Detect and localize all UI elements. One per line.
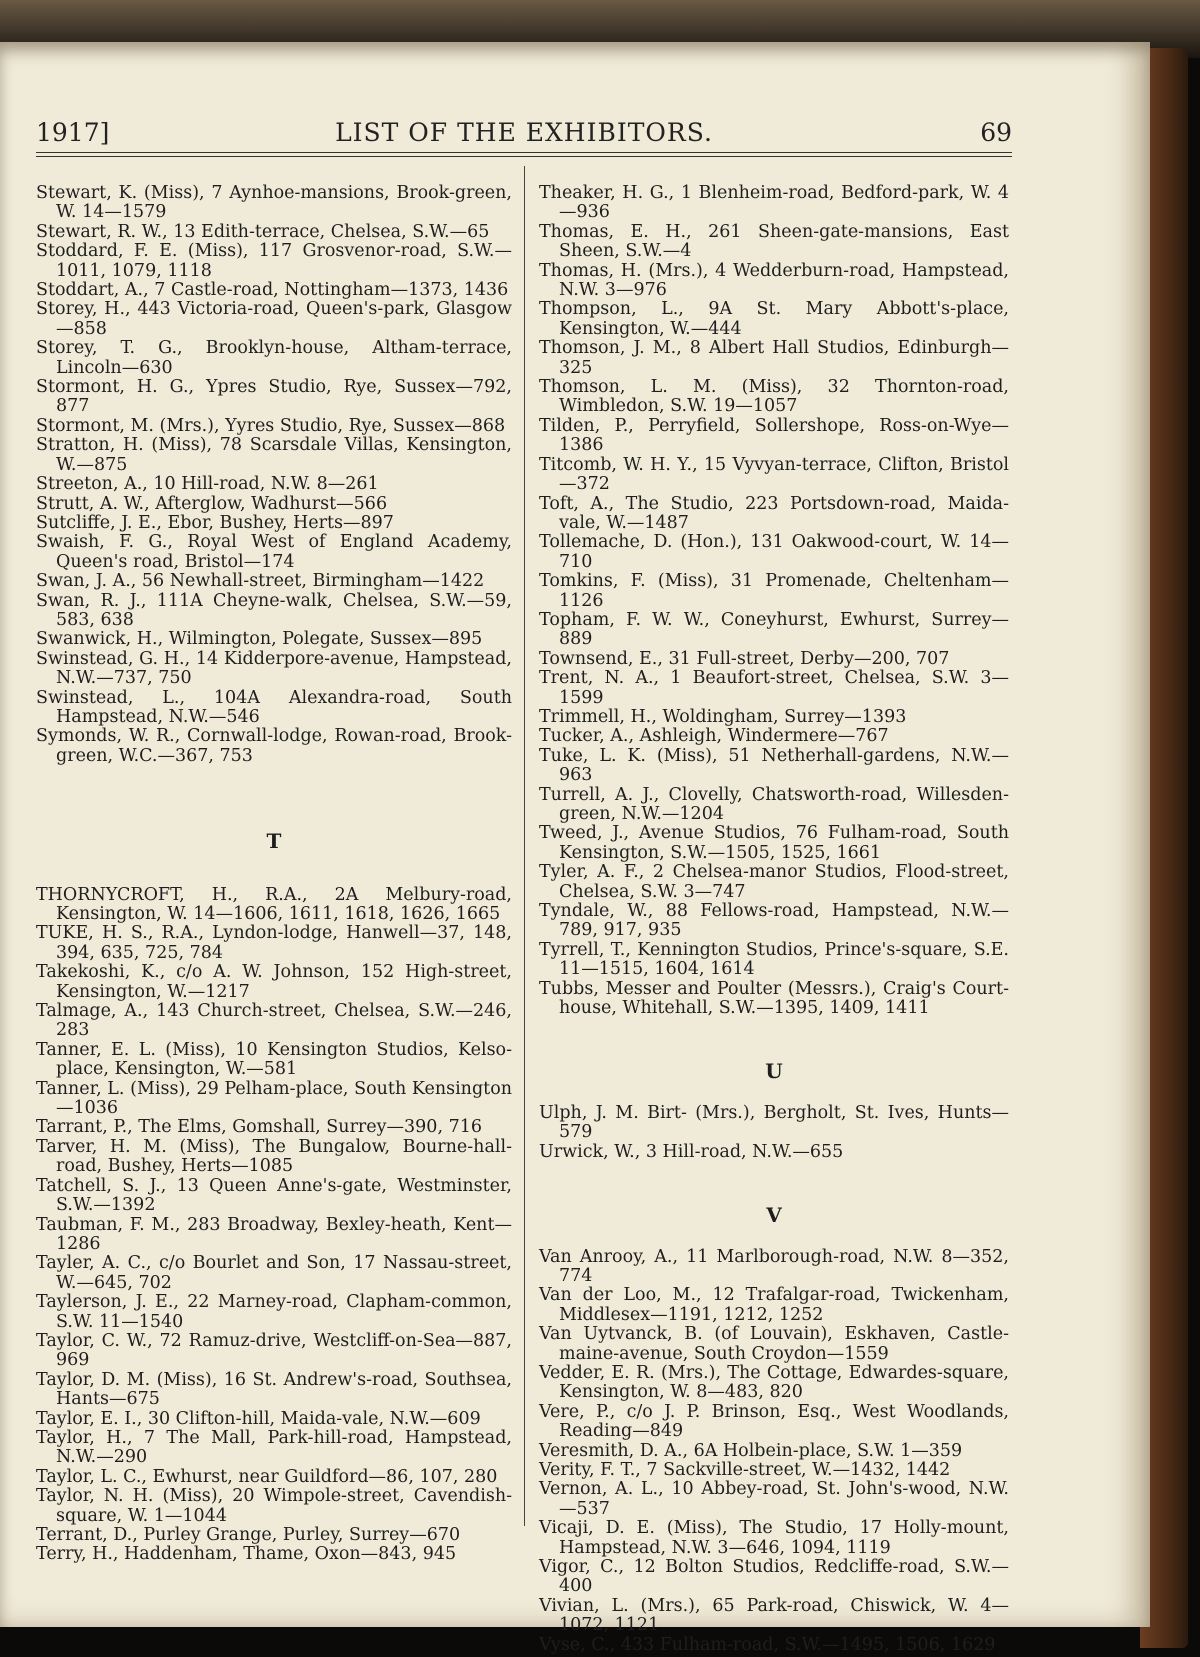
exhibitor-entry: Strutt, A. W., Afterglow, Wadhurst—566 [36,493,388,514]
exhibitor-entry: Tanner, L. (Miss), 29 Pelham-place, South Kensington—1036 [36,1078,512,1119]
exhibitor-entry: Takekoshi, K., c/o A. W. Johnson, 152 High-street, Kensington, W.—1217 [36,962,512,1002]
exhibitor-entry: Stoddard, F. E. (Miss), 117 Grosvenor-road, S.W.—1011, 1079, 1118 [36,241,512,281]
exhibitor-entry: Stewart, R. W., 13 Edith-terrace, Chelsea, S.W.—65 [36,221,490,242]
exhibitor-entry: Stewart, K. (Miss), 7 Aynhoe-mansions, Brook-green, W. 14—1579 [36,183,512,223]
v-entries [539,1248,1009,1656]
exhibitor-entry: Tarrant, P., The Elms, Gomshall, Surrey—390, 716 [36,1117,482,1138]
exhibitor-entry: Terry, H., Haddenham, Thame, Oxon—843, 945 [36,1544,457,1565]
s-entries [36,184,512,766]
left-column [36,184,512,1565]
exhibitor-entry: Tyler, A. F., 2 Chelsea-manor Studios, Flood-street, Chelsea, S.W. 3—747 [539,862,1009,902]
exhibitor-entry: Swaish, F. G., Royal West of England Academy, Queen's road, Bristol—174 [36,532,512,572]
exhibitor-entry: Tyndale, W., 88 Fellows-road, Hampstead, N.W.—789, 917, 935 [539,901,1009,941]
exhibitor-entry: Vedder, E. R. (Mrs.), The Cottage, Edwardes-square, Kensington, W. 8—483, 820 [539,1362,1009,1403]
exhibitor-entry: Swinstead, L., 104A Alexandra-road, South Hampstead, N.W.—546 [36,687,512,727]
exhibitor-entry: Taylerson, J. E., 22 Marney-road, Clapham-common, S.W. 11—1540 [36,1292,512,1332]
exhibitor-entry: Taylor, L. C., Ewhurst, near Guildford—86, 107, 280 [36,1466,498,1487]
exhibitor-entry: Talmage, A., 143 Church-street, Chelsea, S.W.—246, 283 [36,1001,512,1041]
t-entries-left [36,886,512,1565]
t-entries-right [539,184,1009,1018]
exhibitor-entry: Stormont, M. (Mrs.), Yyres Studio, Rye, Sussex—868 [36,415,506,436]
section-heading-u: U [765,1059,783,1084]
exhibitor-entry: Toft, A., The Studio, 223 Portsdown-road, Maida-vale, W.—1487 [539,493,1009,533]
exhibitor-entry: Taylor, D. M. (Miss), 16 St. Andrew's-road, Southsea, Hants—675 [36,1369,512,1410]
exhibitor-entry: Taylor, N. H. (Miss), 20 Wimpole-street, Cavendish-square, W. 1—1044 [36,1486,512,1526]
exhibitor-entry: Vivian, L. (Mrs.), 65 Park-road, Chiswick, W. 4—1072, 1121 [539,1595,1009,1636]
exhibitor-entry: Sutcliffe, J. E., Ebor, Bushey, Herts—897 [36,512,394,533]
exhibitor-entry: Thomas, H. (Mrs.), 4 Wedderburn-road, Hampstead, N.W. 3—976 [539,260,1009,301]
exhibitor-entry: Swanwick, H., Wilmington, Polegate, Sussex—895 [36,629,483,650]
exhibitor-entry: Stoddart, A., 7 Castle-road, Nottingham—1373, 1436 [36,280,509,301]
exhibitor-entry: Swinstead, G. H., 14 Kidderpore-avenue, Hampstead, N.W.—737, 750 [36,648,512,689]
exhibitor-entry: Vernon, A. L., 10 Abbey-road, St. John's-wood, N.W.—537 [539,1479,1009,1519]
exhibitor-entry: Trent, N. A., 1 Beaufort-street, Chelsea, S.W. 3—1599 [539,668,1009,708]
exhibitor-entry: Van der Loo, M., 12 Trafalgar-road, Twickenham, Middlesex—1191, 1212, 1252 [539,1285,1009,1325]
exhibitor-entry: Tubbs, Messer and Poulter (Messrs.), Craig's Court-house, Whitehall, S.W.—1395, 1409, 1411 [539,978,1009,1019]
exhibitor-entry: Taylor, E. I., 30 Clifton-hill, Maida-vale, N.W.—609 [36,1408,481,1429]
column-divider [524,166,525,1526]
exhibitor-entry: Trimmell, H., Woldingham, Surrey—1393 [539,706,907,727]
exhibitor-entry: Van Uytvanck, B. (of Louvain), Eskhaven, Castle-maine-avenue, South Croydon—1559 [539,1324,1009,1364]
exhibitor-entry: Swan, J. A., 56 Newhall-street, Birmingham—1422 [36,571,485,592]
exhibitor-entry: Tanner, E. L. (Miss), 10 Kensington Studios, Kelso-place, Kensington, W.—581 [36,1039,512,1080]
exhibitor-entry: Thomas, E. H., 261 Sheen-gate-mansions, East Sheen, S.W.—4 [539,221,1009,262]
exhibitor-entry: Vicaji, D. E. (Miss), The Studio, 17 Holly-mount, Hampstead, N.W. 3—646, 1094, 1119 [539,1518,1009,1558]
header-rule-bottom [36,156,1012,157]
exhibitor-entry: THORNYCROFT, H., R.A., 2A Melbury-road, Kensington, W. 14—1606, 1611, 1618, 1626, 1665 [36,884,512,924]
exhibitor-entry: Storey, T. G., Brooklyn-house, Altham-terrace, Lincoln—630 [36,338,512,378]
exhibitor-entry: Stratton, H. (Miss), 78 Scarsdale Villas, Kensington, W.—875 [36,435,512,475]
section-heading-t: T [266,829,282,854]
exhibitor-entry: Terrant, D., Purley Grange, Purley, Surrey—670 [36,1525,461,1545]
exhibitor-entry: Tarver, H. M. (Miss), The Bungalow, Bourne-hall-road, Bushey, Herts—1085 [36,1136,512,1177]
exhibitor-entry: Taylor, H., 7 The Mall, Park-hill-road, Hampstead, N.W.—290 [36,1427,512,1468]
exhibitor-entry: Verity, F. T., 7 Sackville-street, W.—1432, 1442 [539,1459,951,1480]
page-title: LIST OF THE EXHIBITORS. [335,118,713,147]
exhibitor-entry: Vigor, C., 12 Bolton Studios, Redcliffe-road, S.W.—400 [539,1557,1009,1597]
exhibitor-entry: Stormont, H. G., Ypres Studio, Rye, Sussex—792, 877 [36,377,512,417]
header-year: 1917] [36,118,110,147]
exhibitor-entry: Tucker, A., Ashleigh, Windermere—767 [539,726,889,747]
page-number: 69 [980,118,1012,147]
header-rule-top [36,152,1012,153]
exhibitor-entry: Tweed, J., Avenue Studios, 76 Fulham-road, South Kensington, S.W.—1505, 1525, 1661 [539,823,1009,863]
exhibitor-entry: Tyrrell, T., Kennington Studios, Prince's-square, S.E. 11—1515, 1604, 1614 [539,939,1009,980]
exhibitor-entry: Streeton, A., 10 Hill-road, N.W. 8—261 [36,474,379,495]
exhibitor-entry: Tatchell, S. J., 13 Queen Anne's-gate, Westminster, S.W.—1392 [36,1175,512,1216]
exhibitor-entry: Thompson, L., 9A St. Mary Abbott's-place, Kensington, W.—444 [539,299,1009,339]
exhibitor-entry: Ulph, J. M. Birt- (Mrs.), Bergholt, St. Ives, Hunts—579 [539,1102,1009,1143]
exhibitor-entry: Swan, R. J., 111A Cheyne-walk, Chelsea, S.W.—59, 583, 638 [36,590,512,630]
exhibitor-entry: Thomson, L. M. (Miss), 32 Thornton-road, Wimbledon, S.W. 19—1057 [539,377,1009,417]
exhibitor-entry: Urwick, W., 3 Hill-road, N.W.—655 [539,1141,844,1162]
exhibitor-entry: Symonds, W. R., Cornwall-lodge, Rowan-road, Brook-green, W.C.—367, 753 [36,726,512,766]
exhibitor-entry: Townsend, E., 31 Full-street, Derby—200, 707 [539,648,950,669]
exhibitor-entry: Titcomb, W. H. Y., 15 Vyvyan-terrace, Clifton, Bristol—372 [539,454,1009,495]
exhibitor-entry: Veresmith, D. A., 6A Holbein-place, S.W. 1—359 [539,1440,963,1461]
exhibitor-entry: Theaker, H. G., 1 Blenheim-road, Bedford-park, W. 4—936 [539,183,1009,223]
exhibitor-entry: Turrell, A. J., Clovelly, Chatsworth-road, Willesden-green, N.W.—1204 [539,784,1009,824]
exhibitor-entry: Thomson, J. M., 8 Albert Hall Studios, Edinburgh—325 [539,338,1009,378]
u-entries [539,1104,1009,1162]
exhibitor-entry: Taylor, C. W., 72 Ramuz-drive, Westcliff-on-Sea—887, 969 [36,1330,512,1371]
exhibitor-entry: Van Anrooy, A., 11 Marlborough-road, N.W. 8—352, 774 [539,1246,1009,1286]
exhibitor-entry: TUKE, H. S., R.A., Lyndon-lodge, Hanwell—37, 148, 394, 635, 725, 784 [36,923,512,963]
book-page [0,42,1150,1655]
exhibitor-entry: Vere, P., c/o J. P. Brinson, Esq., West Woodlands, Reading—849 [539,1401,1009,1442]
exhibitor-entry: Topham, F. W. W., Coneyhurst, Ewhurst, Surrey—889 [539,609,1009,650]
section-heading-v: V [766,1203,782,1228]
exhibitor-entry: Vyse, C., 433 Fulham-road, S.W.—1495, 1506, 1629 [539,1634,996,1655]
exhibitor-entry: Taubman, F. M., 283 Broadway, Bexley-heath, Kent—1286 [36,1214,512,1254]
exhibitor-entry: Tuke, L. K. (Miss), 51 Netherhall-gardens, N.W.—963 [539,745,1009,786]
right-column [539,184,1009,1655]
exhibitor-entry: Tilden, P., Perryfield, Sollershope, Ross-on-Wye—1386 [539,415,1009,456]
exhibitor-entry: Tollemache, D. (Hon.), 131 Oakwood-court, W. 14—710 [539,532,1009,572]
exhibitor-entry: Storey, H., 443 Victoria-road, Queen's-park, Glasgow—858 [36,299,512,339]
exhibitor-entry: Tomkins, F. (Miss), 31 Promenade, Cheltenham—1126 [539,571,1009,611]
exhibitor-entry: Tayler, A. C., c/o Bourlet and Son, 17 Nassau-street, W.—645, 702 [36,1253,512,1293]
